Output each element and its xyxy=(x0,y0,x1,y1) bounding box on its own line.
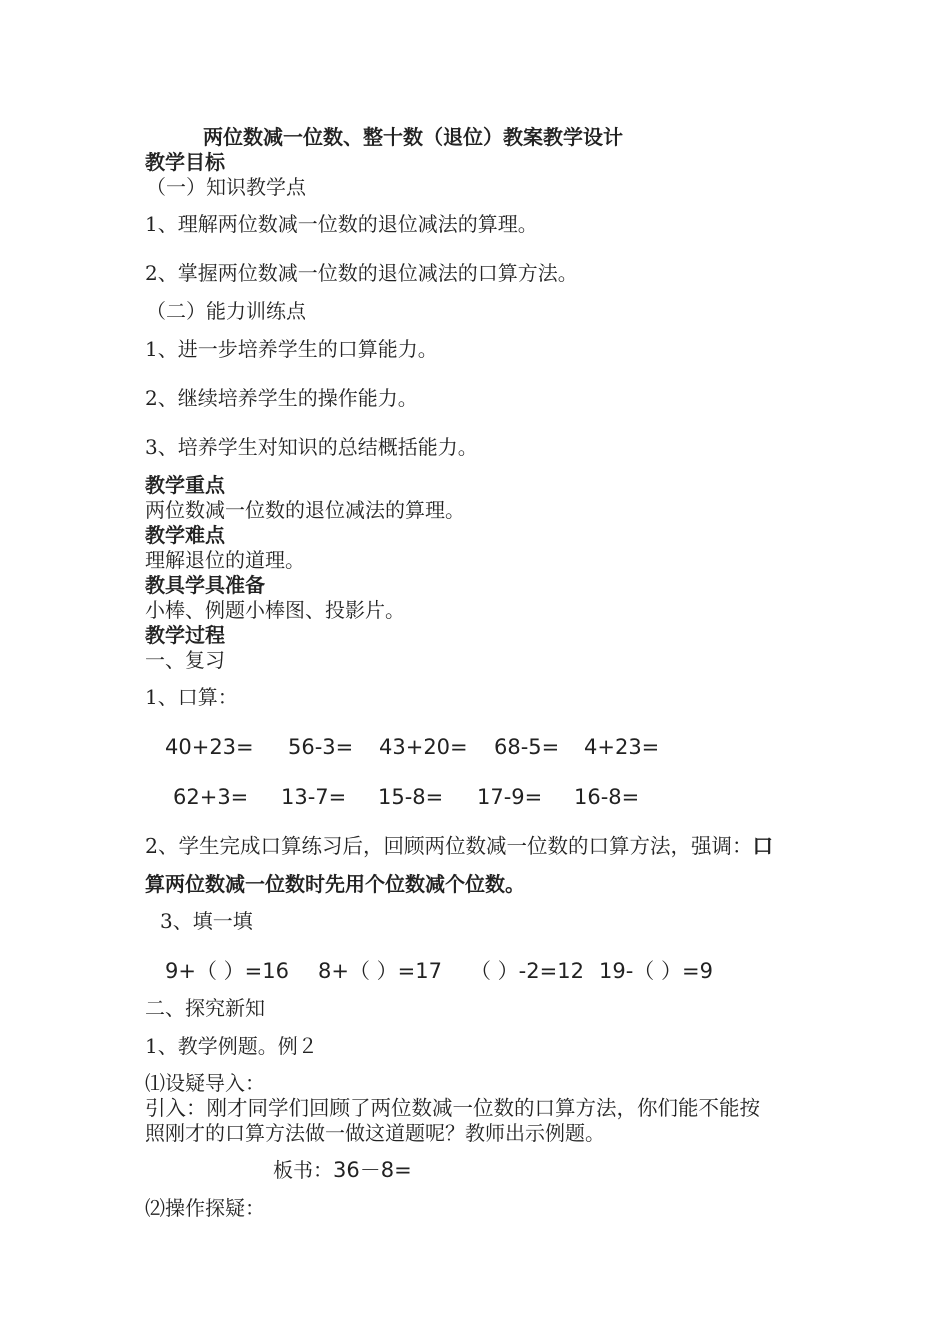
fill-cell: （ ）-2=12 xyxy=(470,959,584,983)
intro-line-2: 照刚才的口算方法做一做这道题呢？教师出示例题。 xyxy=(145,1121,605,1145)
knowledge-item-2: 2、掌握两位数减一位数的退位减法的口算方法。 xyxy=(145,261,578,285)
fill-cell: 9+（ ）=16 xyxy=(165,959,289,983)
calc-cell: 15-8= xyxy=(378,785,444,809)
step-2: ⑵操作探疑： xyxy=(145,1196,265,1220)
calc-cell: 68-5= xyxy=(494,735,560,759)
calc-cell: 13-7= xyxy=(281,785,347,809)
key-heading: 教学重点 xyxy=(145,473,225,497)
explore-item-1: 1、教学例题。例２ xyxy=(145,1034,318,1058)
tools-heading: 教具学具准备 xyxy=(145,573,265,597)
intro-line-1: 引入：刚才同学们回顾了两位数减一位数的口算方法，你们能不能按 xyxy=(145,1096,760,1120)
key-text: 两位数减一位数的退位减法的算理。 xyxy=(145,498,465,522)
document-title: 两位数减一位数、整十数（退位）教案教学设计 xyxy=(203,125,623,149)
fill-cell: 8+（ ）=17 xyxy=(318,959,442,983)
ability-item-1: 1、进一步培养学生的口算能力。 xyxy=(145,337,438,361)
ability-item-2: 2、继续培养学生的操作能力。 xyxy=(145,386,418,410)
difficulty-text: 理解退位的道理。 xyxy=(145,548,305,572)
review-item-2-text: 2、学生完成口算练习后，回顾两位数减一位数的口算方法，强调： xyxy=(145,834,753,858)
calc-cell: 56-3= xyxy=(288,735,354,759)
calc-cell: 43+20= xyxy=(379,735,468,759)
calc-cell: 17-9= xyxy=(477,785,543,809)
knowledge-heading: （一）知识教学点 xyxy=(146,175,306,199)
tools-text: 小棒、例题小棒图、投影片。 xyxy=(145,598,405,622)
fill-cell: 19-（ ）=9 xyxy=(599,959,713,983)
process-heading: 教学过程 xyxy=(145,623,225,647)
difficulty-heading: 教学难点 xyxy=(145,523,225,547)
board-formula: 36－8= xyxy=(333,1158,412,1182)
calc-cell: 16-8= xyxy=(574,785,640,809)
board-line xyxy=(273,1157,412,1183)
calc-cell: 62+3= xyxy=(173,785,249,809)
board-label: 板书： xyxy=(273,1158,333,1182)
review-heading: 一、复习 xyxy=(145,648,225,672)
calc-cell: 40+23= xyxy=(165,735,254,759)
explore-heading: 二、探究新知 xyxy=(145,996,265,1020)
review-item-1: 1、口算： xyxy=(145,685,238,709)
review-item-2 xyxy=(145,833,773,859)
step-1: ⑴设疑导入： xyxy=(145,1071,265,1095)
review-item-3: 3、填一填 xyxy=(160,909,253,933)
calc-cell: 4+23= xyxy=(584,735,660,759)
ability-heading: （二）能力训练点 xyxy=(146,299,306,323)
knowledge-item-1: 1、理解两位数减一位数的退位减法的算理。 xyxy=(145,212,538,236)
goals-heading: 教学目标 xyxy=(145,150,225,174)
review-item-2-emphasis: 算两位数减一位数时先用个位数减个位数。 xyxy=(145,872,525,896)
review-item-2-emphasis-start: 口 xyxy=(752,834,774,858)
ability-item-3: 3、培养学生对知识的总结概括能力。 xyxy=(145,435,478,459)
